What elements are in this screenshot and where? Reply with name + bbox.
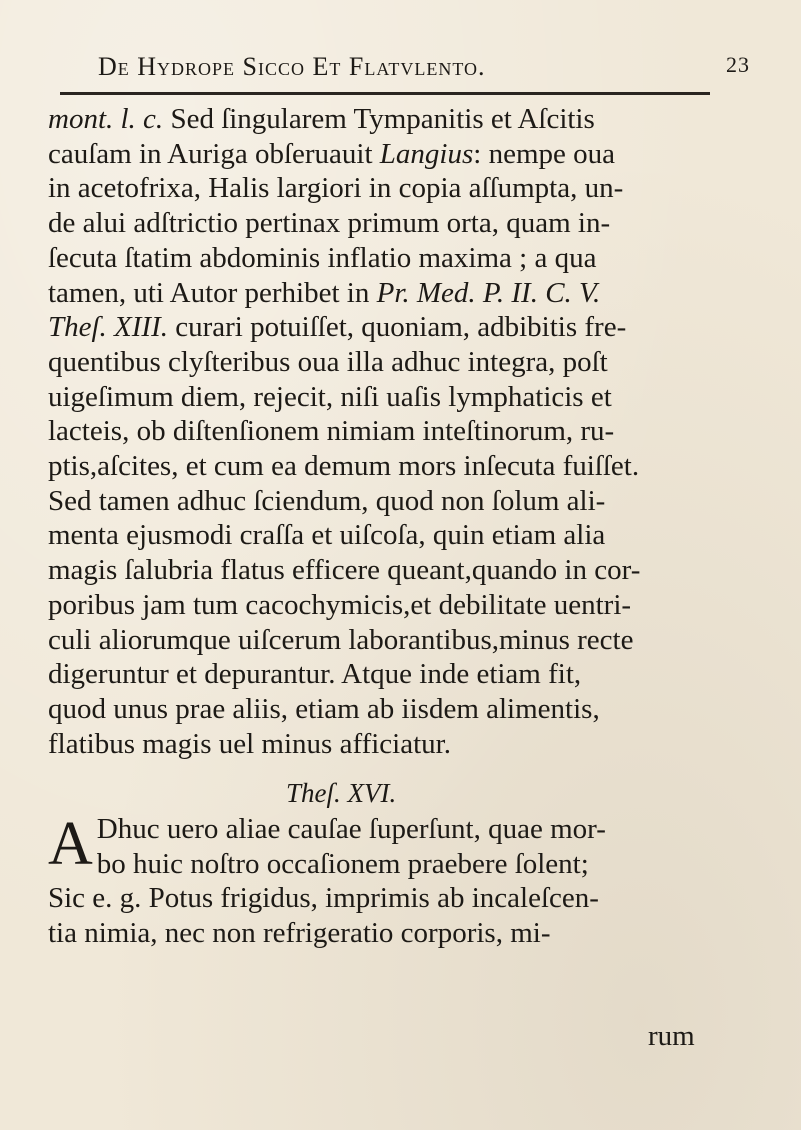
- text-run: : nempe oua: [473, 137, 616, 170]
- text-line: Sed tamen adhuc ſciendum, quod non ſolum ali-: [48, 484, 606, 517]
- citation: mont. l. c.: [48, 103, 164, 135]
- text-line: quod unus prae aliis, etiam ab iisdem alimentis,: [48, 692, 600, 725]
- text-line: menta ejusmodi craſſa et uiſcoſa, quin etiam alia: [48, 519, 606, 552]
- running-header: [98, 52, 750, 88]
- text-line: flatibus magis uel minus afficiatur.: [48, 727, 451, 760]
- citation: Theſ. XIII.: [48, 311, 168, 344]
- paragraph-1: [48, 102, 716, 761]
- text-line: quentibus clyſteribus oua illa adhuc integra, poſt: [48, 345, 608, 378]
- author-name: Langius: [379, 137, 474, 170]
- text-line: digeruntur et depurantur. Atque inde etiam fit,: [48, 658, 582, 691]
- catchword: rum: [648, 1020, 695, 1052]
- text-line: lacteis, ob diſtenſionem nimiam inteſtinorum, ru-: [48, 415, 615, 448]
- text-line: culi aliorumque uiſcerum laborantibus,minus recte: [48, 623, 634, 656]
- text-line: [48, 276, 716, 311]
- drop-cap: A: [48, 810, 93, 878]
- text-line: poribus jam tum cacochymicis,et debilitate uentri-: [48, 588, 632, 621]
- text-run: tamen, uti Autor perhibet in: [48, 276, 377, 309]
- text-line: [48, 310, 716, 345]
- text-line: tia nimia, nec non refrigeratio corporis, mi-: [48, 917, 551, 950]
- text-line: ſecuta ſtatim abdominis inflatio maxima ; a qua: [48, 241, 597, 274]
- text-line: Sic e. g. Potus frigidus, imprimis ab incaleſcen-: [48, 882, 599, 915]
- page-number: 23: [726, 52, 750, 77]
- text-line: magis ſalubria flatus efficere queant,quando in cor-: [48, 554, 641, 587]
- citation: Pr. Med. P. II. C. V.: [376, 276, 601, 309]
- running-title: De Hydrope Sicco Et Flatvlento.: [98, 52, 486, 81]
- paragraph-2: [48, 812, 716, 951]
- text-run: curari potuiſſet, quoniam, adbibitis fre-: [168, 311, 627, 344]
- text-line: in acetofrixa, Halis largiori in copia aſſumpta, un-: [48, 172, 624, 205]
- text-line: Dhuc uero aliae cauſae ſuperſunt, quae mor-: [96, 813, 606, 845]
- text-run: cauſam in Auriga obſeruauit: [48, 137, 380, 170]
- text-line: bo huic noſtro occaſionem praebere ſolent;: [96, 847, 589, 880]
- section-heading: Theſ. XVI.: [286, 778, 397, 808]
- text-line: [48, 137, 716, 172]
- header-rule: [60, 92, 710, 95]
- text-line: uigeſimum diem, rejecit, niſi uaſis lymphaticis et: [48, 380, 612, 413]
- text-line: de alui adſtrictio pertinax primum orta, quam in-: [48, 207, 611, 240]
- text-line: ptis,aſcites, et cum ea demum mors inſecuta fuiſſet.: [48, 450, 640, 483]
- text-line: [48, 102, 716, 137]
- text-run: Sed ſingularem Tympanitis et Aſcitis: [163, 103, 595, 135]
